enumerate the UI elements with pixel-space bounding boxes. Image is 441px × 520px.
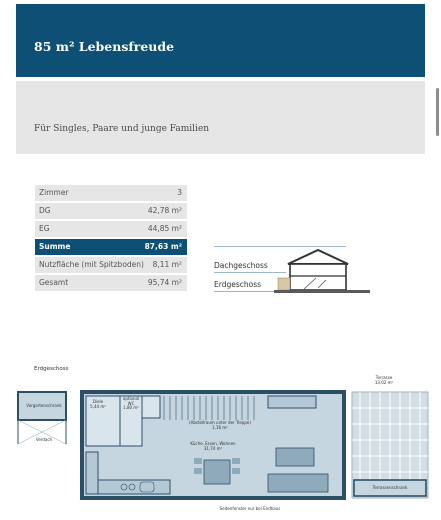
house-section-drawing: [274, 244, 374, 296]
label-terrasse: Terrasse 13,02 m²: [374, 375, 394, 385]
label-kueche: Küche, Essen, Wohnen 31,74 m²: [190, 441, 236, 451]
row-value: 44,85 m²: [147, 224, 182, 233]
row-value: 3: [177, 188, 182, 197]
row-label: EG: [39, 224, 50, 233]
table-row: [35, 257, 187, 273]
row-label: Summe: [39, 242, 71, 251]
section-label-erdgeschoss: Erdgeschoss: [214, 280, 262, 289]
table-row: [35, 185, 187, 201]
scrollbar-thumb[interactable]: [436, 88, 439, 136]
section-label-dachgeschoss: Dachgeschoss: [214, 261, 268, 270]
title-banner: [16, 4, 425, 77]
row-value: 8,11 m²: [152, 260, 182, 269]
table-row: [35, 203, 187, 219]
row-label: Nutzfläche (mit Spitzboden): [39, 260, 144, 269]
label-abstellraum: (Abstellraum unter der Treppe) 1,16 m²: [189, 420, 251, 430]
table-row: [35, 221, 187, 237]
label-diele: Diele 5,44 m²: [90, 399, 106, 409]
row-label: Zimmer: [39, 188, 69, 197]
subtitle-banner: [16, 81, 425, 154]
row-label: DG: [39, 206, 51, 215]
row-value: 87,63 m²: [144, 242, 182, 251]
label-footnote: Seitenfenster nur bei Endhaus: [219, 506, 281, 511]
row-label: Gesamt: [39, 278, 69, 287]
label-vorgartenschrank: Vorgartenschrank: [26, 403, 62, 408]
page-title: 85 m² Lebensfreude: [34, 39, 175, 54]
area-table: [35, 185, 187, 293]
row-value: 95,74 m²: [147, 278, 182, 287]
table-row: [35, 275, 187, 291]
label-wc: optional WC 1,80 m²: [122, 396, 140, 411]
label-verdach: Verdach: [35, 437, 53, 442]
floorplan-title: Erdgeschoss: [34, 366, 69, 372]
label-terrassenschrank: Terrassenschrank: [372, 485, 408, 490]
page-subtitle: Für Singles, Paare und junge Familien: [34, 124, 210, 134]
table-row-total: [35, 239, 187, 255]
row-value: 42,78 m²: [147, 206, 182, 215]
